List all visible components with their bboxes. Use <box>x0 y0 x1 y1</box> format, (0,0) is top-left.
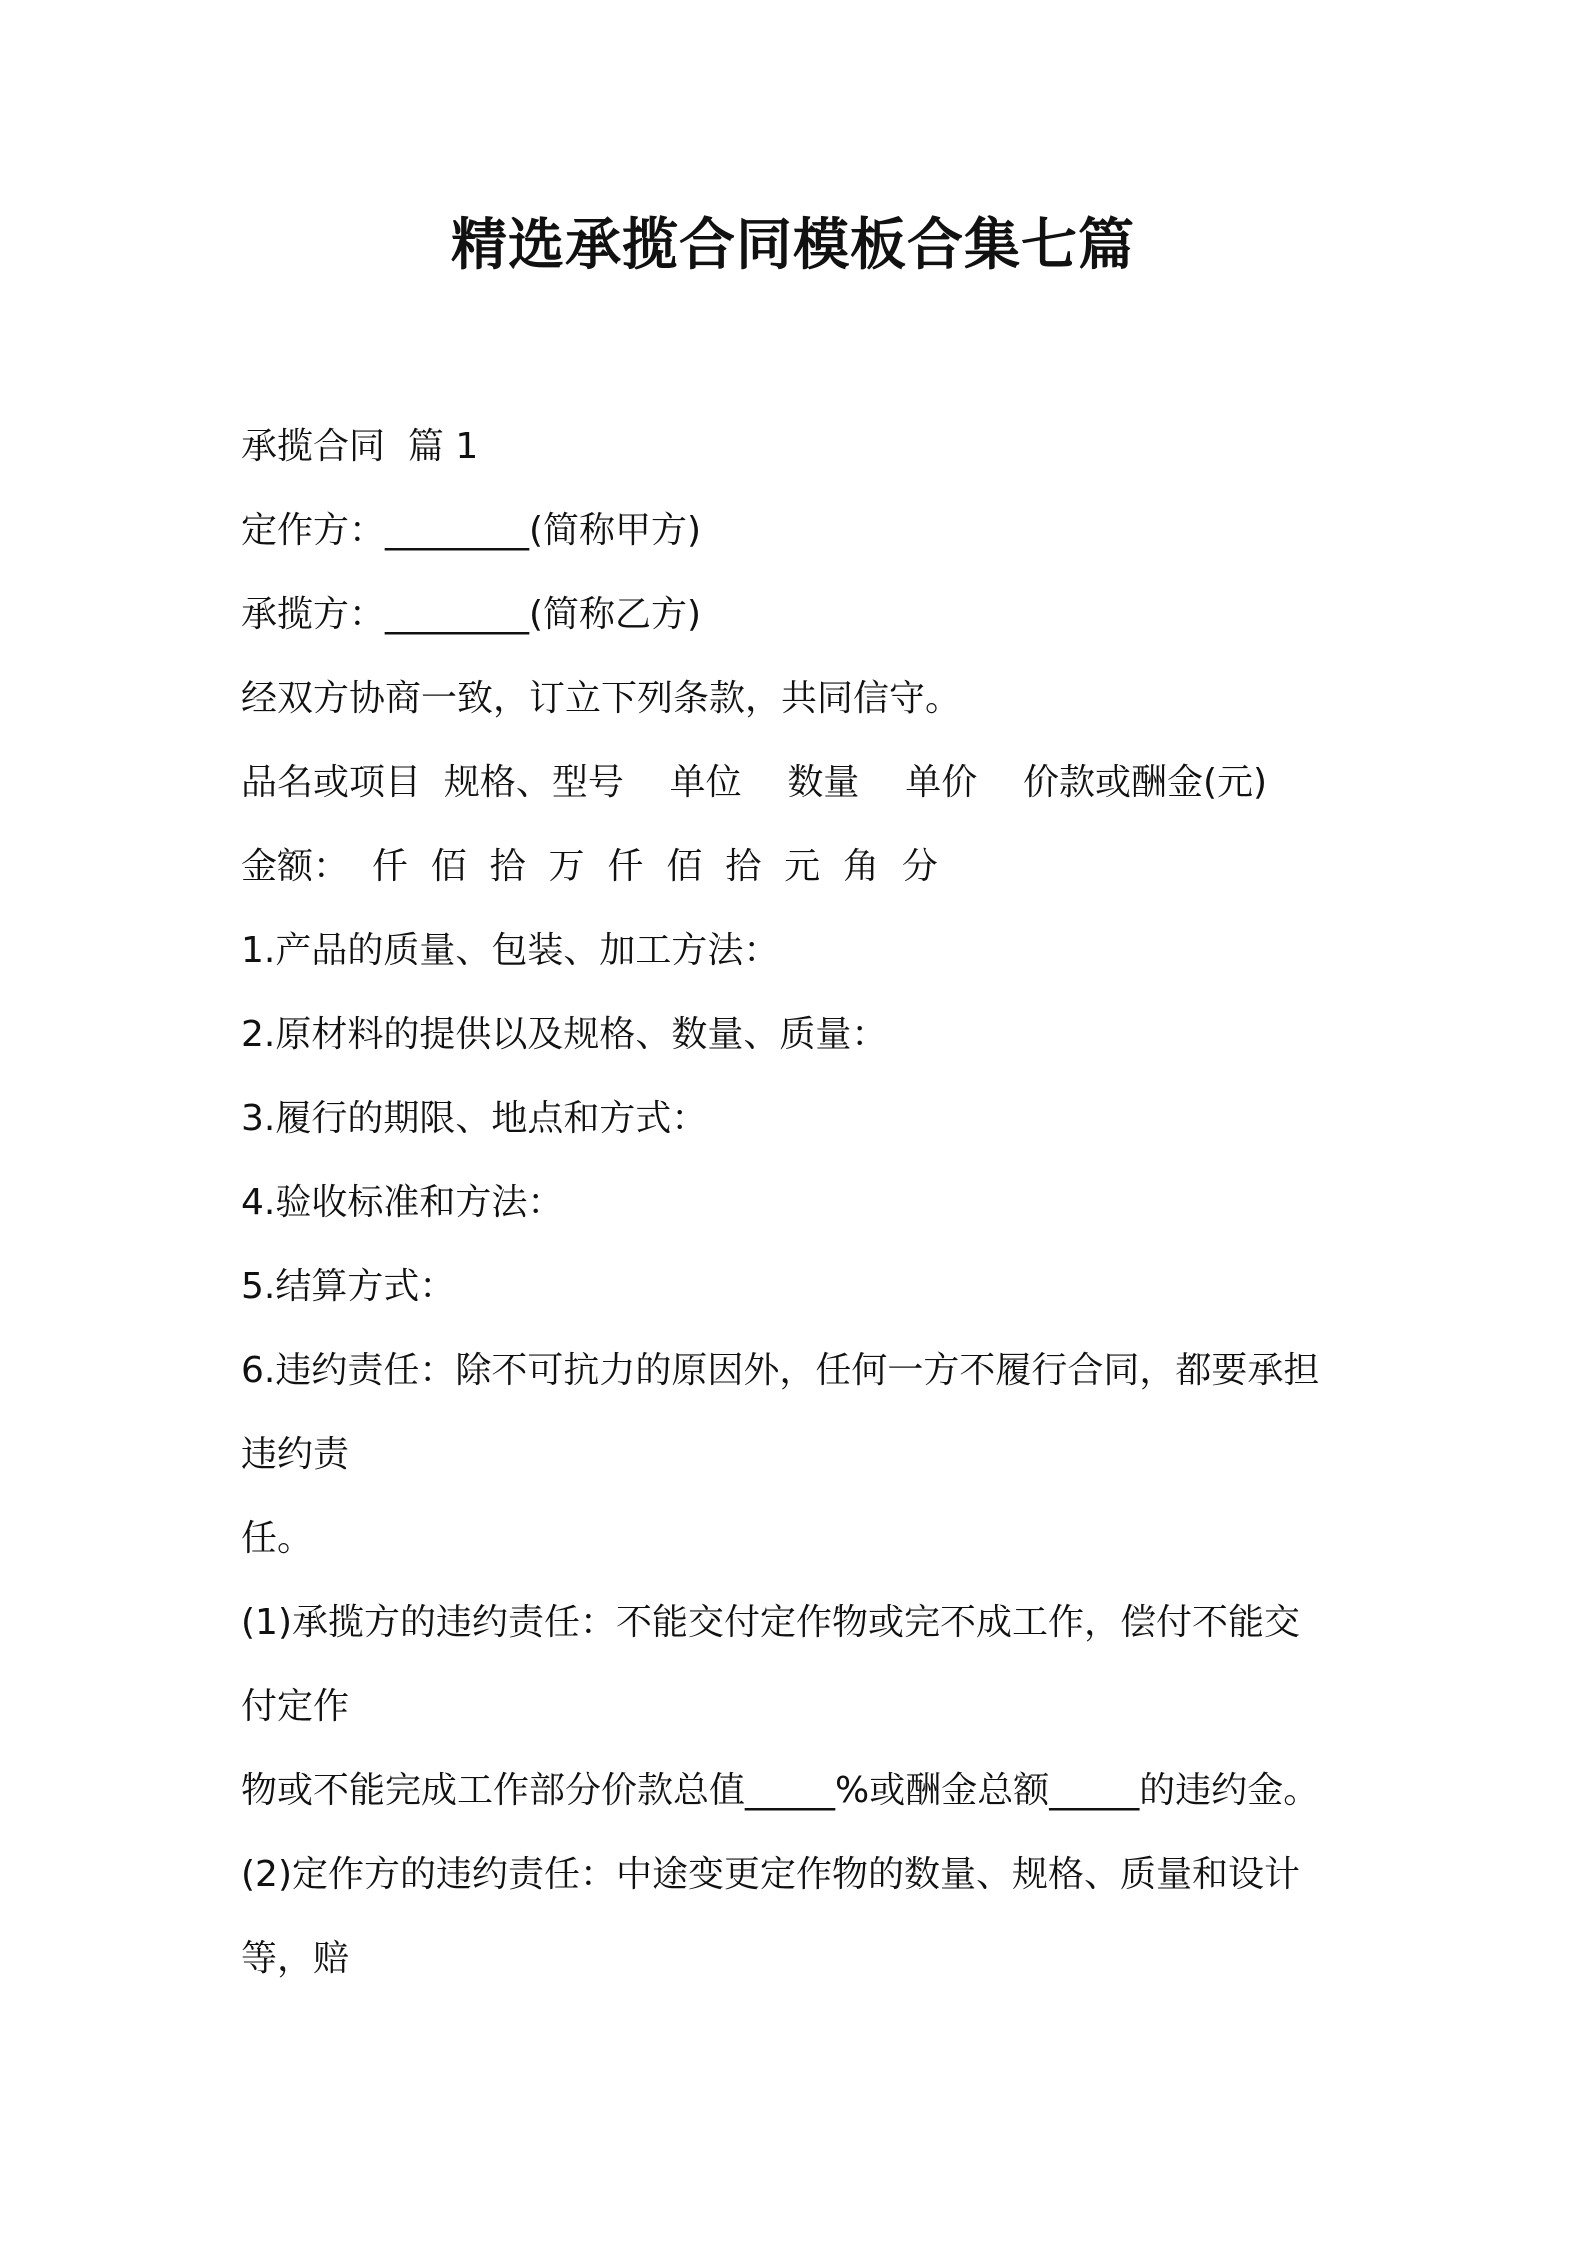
document-title: 精选承揽合同模板合集七篇 <box>451 213 1135 278</box>
clause-3: 3.履行的期限、地点和方式： <box>241 1098 708 1139</box>
clause-6-line-2: 违约责 <box>241 1434 350 1475</box>
document-body <box>241 405 1361 2001</box>
party-b-line: 承揽方：________(简称乙方) <box>241 594 702 635</box>
clause-2: 2.原材料的提供以及规格、数量、质量： <box>241 1014 888 1055</box>
clause-4: 4.验收标准和方法： <box>241 1182 564 1223</box>
clause-6-1-line-2: 付定作 <box>241 1686 350 1727</box>
amount-units-line: 金额： 仟 佰 拾 万 仟 佰 拾 元 角 分 <box>241 846 938 887</box>
section-heading: 承揽合同 篇 1 <box>241 426 479 467</box>
party-a-line: 定作方：________(简称甲方) <box>241 510 702 551</box>
clause-6-line-3: 任。 <box>241 1518 314 1559</box>
clause-1: 1.产品的质量、包装、加工方法： <box>241 930 780 971</box>
clause-6-line-1: 6.违约责任：除不可抗力的原因外，任何一方不履行合同，都要承担 <box>241 1350 1320 1391</box>
item-table-header: 品名或项目 规格、型号 单位 数量 单价 价款或酬金(元) <box>241 762 1268 803</box>
clause-6-2-line-2: 等，赔 <box>241 1938 350 1979</box>
clause-6-1-line-3: 物或不能完成工作部分价款总值_____%或酬金总额_____的违约金。 <box>241 1770 1320 1811</box>
clause-6-2-line-1: (2)定作方的违约责任：中途变更定作物的数量、规格、质量和设计 <box>241 1854 1300 1895</box>
agreement-intro: 经双方协商一致，订立下列条款，共同信守。 <box>241 678 962 719</box>
clause-6-1-line-1: (1)承揽方的违约责任：不能交付定作物或完不成工作，偿付不能交 <box>241 1602 1300 1643</box>
clause-5: 5.结算方式： <box>241 1266 456 1307</box>
